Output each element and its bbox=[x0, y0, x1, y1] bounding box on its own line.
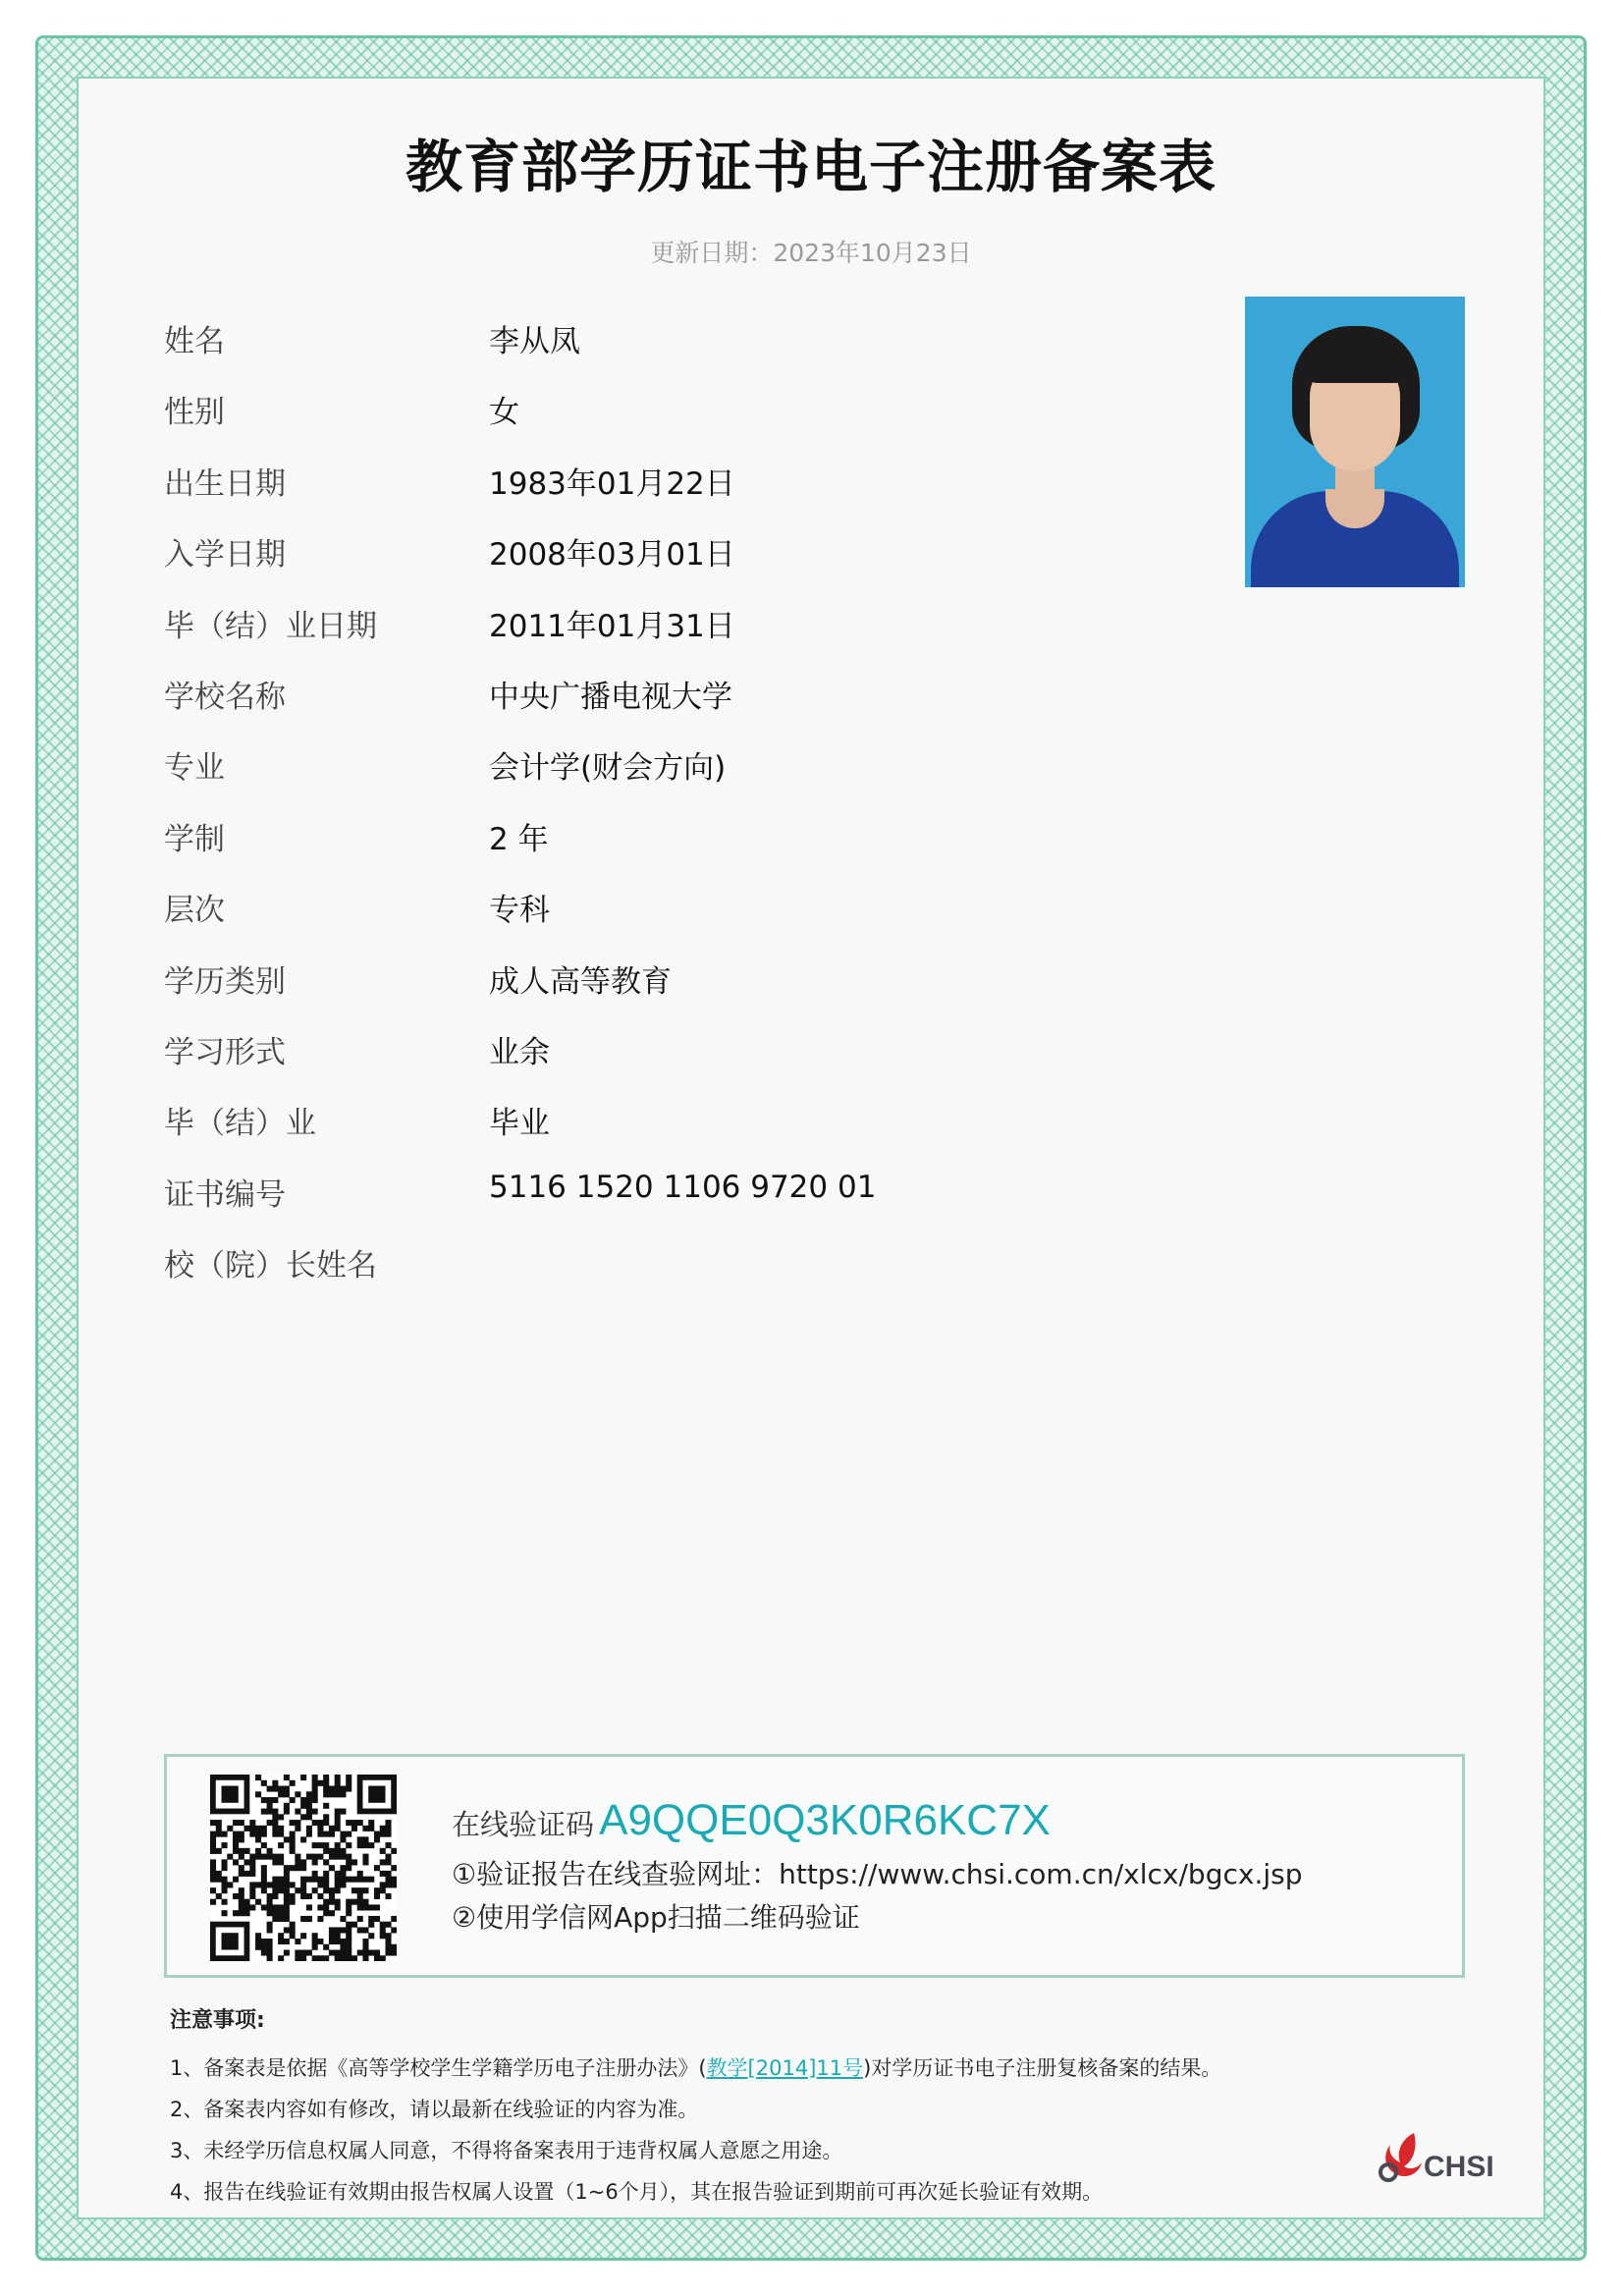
verification-code-line bbox=[452, 1796, 1051, 1845]
watermark-mark bbox=[859, 1441, 1097, 1668]
field-label: 毕（结）业日期 bbox=[164, 608, 377, 644]
update-date-value: 2023年10月23日 bbox=[773, 239, 972, 267]
watermark-mark bbox=[300, 1292, 538, 1520]
field-value: 会计学(财会方向) bbox=[489, 750, 727, 787]
watermark-mark bbox=[1503, 1709, 1545, 1937]
field-value: 女 bbox=[489, 395, 519, 431]
watermark-mark bbox=[1064, 757, 1302, 985]
field-value: 业余 bbox=[489, 1034, 550, 1070]
watermark-mark bbox=[1487, 1361, 1545, 1589]
field-label: 学历类别 bbox=[164, 963, 286, 1000]
field-label: 专业 bbox=[164, 750, 225, 787]
watermark-mark bbox=[1333, 1467, 1545, 1695]
watermark-mark bbox=[1318, 1120, 1545, 1347]
note-item-1 bbox=[170, 2048, 1221, 2089]
watermark-mark bbox=[147, 1399, 385, 1627]
field-row bbox=[164, 1027, 1048, 1098]
qr-code-graphic bbox=[210, 1775, 397, 1961]
field-row bbox=[164, 459, 1048, 529]
watermark-mark bbox=[1539, 785, 1545, 1012]
watermark-mark bbox=[232, 1520, 469, 1748]
update-date bbox=[0, 234, 1622, 269]
watermark-mark bbox=[77, 1386, 147, 1613]
watermark-mark bbox=[1249, 1347, 1487, 1575]
note-item-3: 3、未经学历信息权属人同意，不得将备案表用于违背权属人意愿之用途。 bbox=[170, 2139, 843, 2162]
field-value: 毕业 bbox=[489, 1106, 550, 1142]
chsi-logo-icon bbox=[1375, 2129, 1502, 2190]
field-row bbox=[164, 814, 1048, 885]
watermark-mark bbox=[1233, 999, 1471, 1227]
verification-code: A9QQE0Q3K0R6KC7X bbox=[599, 1796, 1051, 1844]
watermark-mark bbox=[469, 1534, 707, 1762]
field-label: 学制 bbox=[164, 821, 225, 857]
watermark-mark bbox=[77, 1037, 132, 1265]
field-label: 姓名 bbox=[164, 324, 225, 359]
note-item-4: 4、报告在线验证有效期由报告权属人设置（1~6个月），其在报告验证到期前可再次延长验证有效期。 bbox=[170, 2180, 1104, 2204]
watermark-mark bbox=[1097, 1454, 1334, 1682]
field-value: 专科 bbox=[489, 893, 550, 929]
notes-title: 注意事项: bbox=[170, 2008, 265, 2033]
watermark-mark bbox=[1471, 1012, 1545, 1240]
field-row bbox=[164, 672, 1048, 742]
watermark-mark bbox=[236, 77, 473, 127]
field-row bbox=[164, 1240, 1048, 1311]
watermark-mark bbox=[1217, 650, 1455, 878]
field-label: 校（院）长姓名 bbox=[164, 1248, 377, 1285]
qr-code-icon[interactable] bbox=[210, 1775, 397, 1961]
update-date-label: 更新日期： bbox=[650, 239, 774, 267]
note-item-1-suffix: )对学历证书电子注册复核备案的结果。 bbox=[863, 2056, 1222, 2080]
photo-fringe bbox=[1304, 332, 1408, 383]
fields-table bbox=[164, 316, 1048, 1311]
watermark-mark bbox=[385, 1413, 622, 1641]
watermark-mark bbox=[1386, 892, 1545, 1120]
watermark-mark bbox=[1149, 878, 1386, 1106]
verification-app-line: ②使用学信网App扫描二维码验证 bbox=[452, 1901, 860, 1934]
watermark-mark bbox=[537, 1306, 775, 1534]
watermark-mark bbox=[775, 1320, 1012, 1548]
student-photo bbox=[1245, 297, 1465, 587]
field-value: 李从凤 bbox=[489, 324, 580, 359]
field-value: 中央广播电视大学 bbox=[489, 679, 732, 715]
field-row bbox=[164, 601, 1048, 672]
verification-url-line: ①验证报告在线查验网址：https://www.chsi.com.cn/xlcx/bgcx.jsp bbox=[452, 1858, 1303, 1890]
field-label: 出生日期 bbox=[164, 465, 286, 502]
watermark-mark bbox=[706, 1548, 944, 1776]
watermark-mark bbox=[1402, 1240, 1545, 1468]
notes-section bbox=[170, 2003, 1221, 2213]
field-row bbox=[164, 316, 1048, 387]
field-value: 成人高等教育 bbox=[489, 963, 672, 1000]
field-row bbox=[164, 387, 1048, 458]
field-label: 毕（结）业 bbox=[164, 1106, 316, 1142]
regulation-link[interactable]: 教学[2014]11号 bbox=[706, 2056, 864, 2080]
field-row bbox=[164, 742, 1048, 813]
chsi-logo-text: CHSI bbox=[1424, 2151, 1494, 2183]
field-value: 2008年03月01日 bbox=[489, 537, 735, 574]
watermark-mark bbox=[77, 1279, 300, 1506]
field-label: 入学日期 bbox=[164, 537, 286, 574]
watermark-mark bbox=[77, 1506, 232, 1734]
field-value: 5116 1520 1106 9720 01 bbox=[489, 1169, 877, 1205]
verification-code-label: 在线验证码 bbox=[452, 1808, 595, 1841]
field-row bbox=[164, 1098, 1048, 1169]
watermark-mark bbox=[1080, 1106, 1318, 1334]
field-value: 1983年01月22日 bbox=[489, 465, 735, 502]
verification-box bbox=[164, 1754, 1465, 1978]
watermark-mark bbox=[1454, 664, 1545, 892]
note-item-2: 2、备案表内容如有修改，请以最新在线验证的内容为准。 bbox=[170, 2098, 699, 2121]
field-value: 2011年01月31日 bbox=[489, 608, 735, 644]
document-title: 教育部学历证书电子注册备案表 bbox=[405, 134, 1216, 200]
field-value: 2 年 bbox=[489, 821, 549, 857]
note-item-1-prefix: 1、备案表是依据《高等学校学生学籍学历电子注册办法》( bbox=[170, 2056, 707, 2080]
field-label: 学习形式 bbox=[164, 1034, 286, 1070]
watermark-mark bbox=[1302, 771, 1540, 999]
field-label: 性别 bbox=[164, 395, 225, 431]
field-row bbox=[164, 529, 1048, 600]
field-row bbox=[164, 1170, 1048, 1240]
watermark-mark bbox=[1164, 1227, 1402, 1454]
watermark-mark bbox=[622, 1427, 859, 1655]
field-row bbox=[164, 885, 1048, 956]
watermark-mark bbox=[77, 341, 99, 569]
field-label: 学校名称 bbox=[164, 679, 286, 715]
field-label: 证书编号 bbox=[164, 1176, 286, 1213]
field-row bbox=[164, 957, 1048, 1027]
watermark-mark bbox=[1012, 1334, 1250, 1561]
watermark-mark bbox=[1519, 2057, 1545, 2219]
watermark-mark bbox=[77, 689, 115, 917]
field-label: 层次 bbox=[164, 893, 225, 929]
